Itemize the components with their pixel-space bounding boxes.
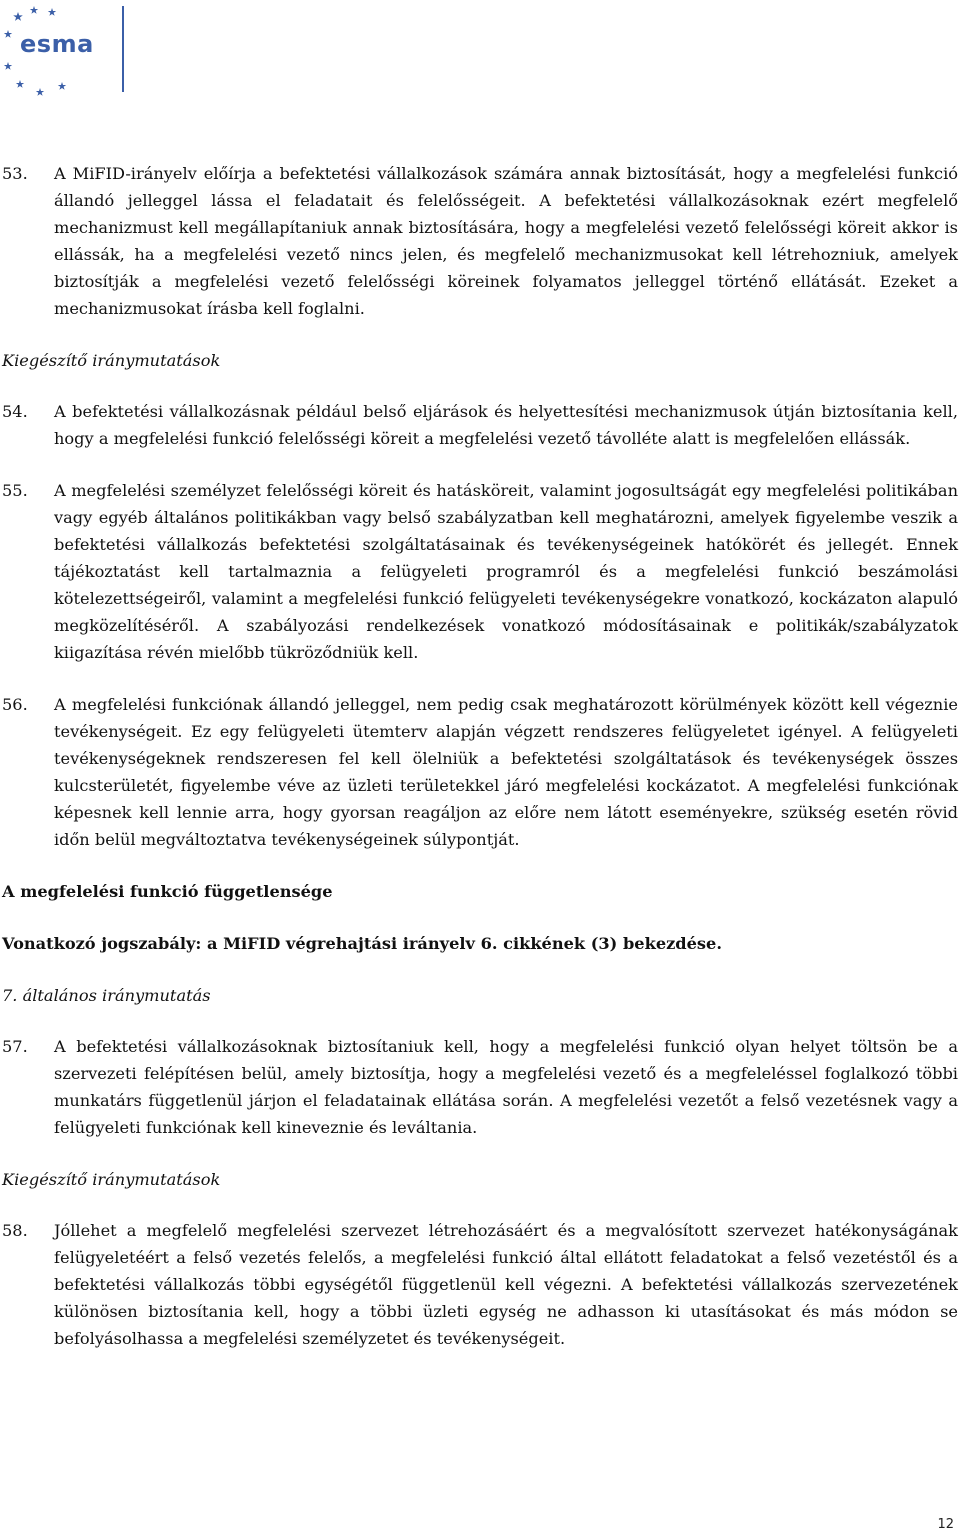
paragraph-text: A megfelelési funkciónak állandó jelleggel, nem pedig csak meghatározott körülmények között kell végeznie tevékenységeit. Ez egy felügyeleti ütemterv alapján végzett rendszeres felügyeletet igényel. A felügyeleti tevékenységeknek rendszeresen fel kell ölelniük a befektetési szolgáltatások és tevékenységek összes kulcsterületét, figyelembe véve az üzleti területekkel járó megfelelési kockázatot. A megfelelési funkciónak képesnek kell lennie arra, hogy gyorsan reagáljon az előre nem látott eseményekre, szükség esetén rövid időn belül megváltoztatva tevékenységeinek súlypontját. — [54, 695, 958, 849]
paragraph-number: 58. — [2, 1221, 28, 1240]
esma-logo-text: esma — [20, 30, 94, 58]
section-title: A megfelelési funkció függetlensége — [2, 882, 333, 901]
paragraph-text: A megfelelési személyzet felelősségi köreit és hatásköreit, valamint jogosultságát egy megfelelési politikában vagy egyéb általános politikákban vagy belső szabályzatban kell meghatározni, amelyek figyelembe veszik a befektetési vállalkozás befektetési szolgáltatásainak és tevékenységeinek hatókörét és jellegét. Ennek tájékoztatást kell tartalmaznia a felügyeleti programról és a megfelelési funkció beszámolási kötelezettségeiről, valamint a megfelelési funkció felügyeleti tevékenységekre vonatkozó, kockázaton alapuló megközelítéséről. A szabályozási rendelkezések vonatkozó módosításainak e politikák/szabályzatok kiigazítása révén mielőbb tükröződniük kell. — [54, 481, 958, 662]
document-body — [0, 160, 960, 1377]
general-guideline-heading: 7. általános iránymutatás — [2, 986, 211, 1005]
paragraph-text: A befektetési vállalkozásnak például belső eljárások és helyettesítési mechanizmusok útján biztosítania kell, hogy a megfelelési funkció felelősségi köreit a megfelelési vezető távolléte alatt is megfelelően ellássák. — [54, 402, 958, 448]
paragraph-58 — [0, 1217, 960, 1352]
paragraph-text: A befektetési vállalkozásoknak biztosítaniuk kell, hogy a megfelelési funkció olyan helyet töltsön be a szervezeti felépítésen belül, amely biztosítja, hogy a megfelelési vezető és a megfeleléssel foglalkozó többi munkatárs függetlenül járjon el feladatainak ellátása során. A megfelelési vezetőt a felső vezetésnek vagy a felügyeleti funkciónak kell kineveznie és leváltania. — [54, 1037, 958, 1137]
paragraph-56 — [0, 691, 960, 853]
supplementary-guidelines-heading: Kiegészítő iránymutatások — [2, 1170, 221, 1189]
paragraph-number: 54. — [2, 402, 28, 421]
page-number: 12 — [937, 1517, 954, 1532]
page-header — [0, 0, 960, 110]
legal-reference: Vonatkozó jogszabály: a MiFID végrehajtási irányelv 6. cikkének (3) bekezdése. — [2, 934, 722, 953]
paragraph-55 — [0, 477, 960, 666]
paragraph-57 — [0, 1033, 960, 1141]
paragraph-number: 53. — [2, 164, 28, 183]
paragraph-text: A MiFID-irányelv előírja a befektetési vállalkozások számára annak biztosítását, hogy a megfelelési funkció állandó jelleggel lássa el feladatait és felelősségeit. A befektetési vállalkozásoknak ezért megfelelő mechanizmust kell megállapítaniuk annak biztosítására, hogy a megfelelési vezető felelősségi köreit akkor is ellássák, ha a megfelelési vezető nincs jelen, és megfelelő mechanizmusokat kell létrehozniuk, amelyek biztosítják a megfelelési vezető felelősségi köreinek folyamatos jelleggel történő ellátását. Ezeket a mechanizmusokat írásba kell foglalni. — [54, 164, 958, 318]
paragraph-number: 55. — [2, 481, 28, 500]
paragraph-number: 56. — [2, 695, 28, 714]
paragraph-number: 57. — [2, 1037, 28, 1056]
paragraph-text: Jóllehet a megfelelő megfelelési szervezet létrehozásáért és a megvalósított szervezet hatékonyságának felügyeletéért a felső vezetés felelős, a megfelelési funkció által ellátott feladatokat a felső vezetéstől és a befektetési vállalkozás többi egységétől függetlenül kell végezni. A befektetési vállalkozás szervezetének különösen biztosítania kell, hogy a többi üzleti egység ne adhasson ki utasításokat és más módon se befolyásolhassa a megfelelési személyzetet és tevékenységeit. — [54, 1221, 958, 1348]
paragraph-53 — [0, 160, 960, 322]
paragraph-54 — [0, 398, 960, 452]
header-divider — [122, 6, 124, 92]
supplementary-guidelines-heading: Kiegészítő iránymutatások — [2, 351, 221, 370]
